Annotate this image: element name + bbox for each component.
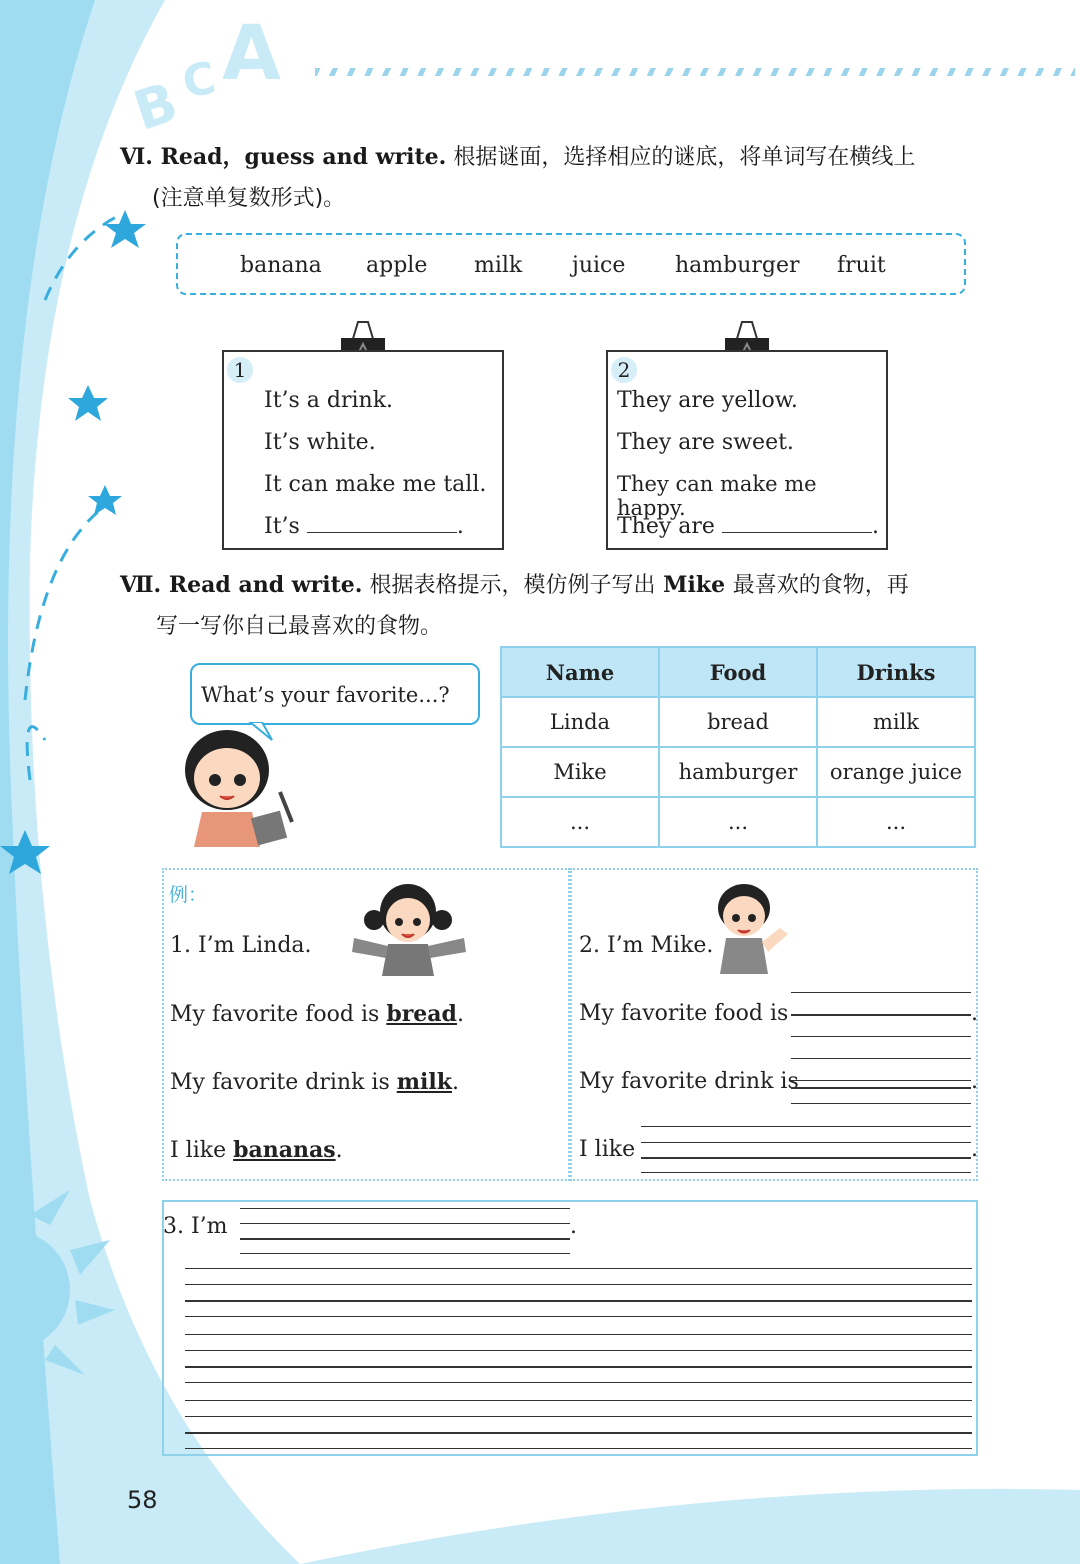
riddle-card-2 (606, 350, 888, 550)
mike-drink-answer-line[interactable] (791, 1087, 971, 1089)
table-row (501, 697, 975, 747)
section-6-title-cn: 根据谜面，选择相应的谜底，将单词写在横线上 (446, 145, 916, 170)
word-bank (176, 233, 966, 295)
own-intro: 3. I’m (163, 1214, 228, 1239)
writing-line (185, 1416, 972, 1417)
example-like-line (170, 1137, 343, 1163)
speech-bubble: What’s your favorite...? (190, 663, 480, 725)
decor-letter-c: C (178, 52, 220, 109)
writing-line (641, 1126, 971, 1127)
answer-blank[interactable] (307, 532, 457, 533)
table-cell: hamburger (659, 747, 817, 797)
writing-line (185, 1400, 972, 1401)
writing-line (240, 1223, 570, 1224)
writing-line (641, 1142, 971, 1143)
mike-like-answer-line[interactable] (641, 1157, 971, 1159)
example-drink-line (170, 1069, 459, 1095)
table-cell: ... (817, 797, 975, 847)
linda-illustration-icon (350, 880, 468, 976)
word-item: hamburger (675, 253, 800, 278)
food-table (500, 646, 976, 848)
table-cell: ... (501, 797, 659, 847)
mike-food-answer-line[interactable] (791, 1014, 971, 1016)
writing-line (185, 1268, 972, 1269)
table-header: Drinks (817, 647, 975, 697)
table-row (501, 797, 975, 847)
writing-line (240, 1208, 570, 1209)
example-like-suffix: . (335, 1138, 343, 1163)
riddle-line: It’s a drink. (264, 388, 394, 413)
writing-line (791, 1103, 971, 1104)
section-7-title (120, 564, 909, 607)
writing-line (185, 1382, 972, 1383)
answer-prefix: It’s (264, 514, 300, 539)
example-label: 例： (169, 884, 208, 906)
mike-drink-dot: . (971, 1069, 978, 1094)
girl-illustration-icon (172, 722, 302, 847)
table-cell: Linda (501, 697, 659, 747)
section-7-title-en: Ⅶ. Read and write. (120, 572, 363, 598)
riddle-line: They can make me happy. (617, 472, 817, 520)
example-food-line (170, 1001, 464, 1027)
header-dash-line (315, 68, 1075, 76)
section-6-title-line2: (注意单复数形式)。 (152, 186, 346, 211)
table-cell: orange juice (817, 747, 975, 797)
example-drink-answer: milk (396, 1069, 452, 1095)
example-like-answer: bananas (233, 1137, 336, 1163)
own-name-answer-line[interactable] (240, 1238, 570, 1240)
word-item: milk (474, 253, 523, 278)
answer-suffix: . (456, 514, 464, 539)
example-intro: 1. I’m Linda. (170, 933, 312, 958)
riddle-answer-line (264, 514, 464, 539)
writing-line (185, 1316, 972, 1317)
riddle-number: 2 (611, 357, 637, 383)
mike-like-dot: . (971, 1137, 978, 1162)
writing-line (185, 1284, 972, 1285)
table-cell: Mike (501, 747, 659, 797)
own-writing-line[interactable] (185, 1432, 972, 1434)
riddle-line: They are yellow. (617, 388, 798, 413)
table-cell: bread (659, 697, 817, 747)
star-icon (88, 485, 122, 515)
own-intro-dot: . (570, 1214, 577, 1239)
riddle-line: They are sweet. (617, 430, 794, 455)
writing-line (791, 1080, 971, 1081)
decor-letter-b: B (126, 70, 185, 143)
answer-prefix: They are (617, 514, 715, 539)
riddle-card-1 (222, 350, 504, 550)
word-item: apple (366, 253, 428, 278)
answer-blank[interactable] (722, 532, 872, 533)
writing-line (185, 1334, 972, 1335)
section-6-title-en: Ⅵ. Read，guess and write. (120, 144, 447, 170)
star-icon (68, 385, 108, 421)
table-row (501, 747, 975, 797)
table-header: Food (659, 647, 817, 697)
example-like-prefix: I like (170, 1138, 234, 1163)
section-7-title-mike: Mike (655, 572, 733, 598)
page-number: 58 (127, 1486, 158, 1514)
word-item: juice (572, 253, 626, 278)
writing-line (791, 1058, 971, 1059)
mike-illustration-icon (710, 878, 796, 974)
writing-line (240, 1253, 570, 1254)
writing-line (185, 1448, 972, 1449)
riddle-line: It’s white. (264, 430, 376, 455)
section-7-title-cn-b: 最喜欢的食物，再 (732, 573, 909, 598)
writing-line (641, 1172, 971, 1173)
decor-letter-a: A (222, 8, 281, 97)
star-icon (104, 210, 146, 248)
mike-drink-label: My favorite drink is (579, 1069, 799, 1094)
mike-food-label: My favorite food is (579, 1001, 789, 1026)
section-7-title-cn: 根据表格提示，模仿例子写出 (362, 573, 656, 598)
word-item: banana (240, 253, 322, 278)
table-cell: milk (817, 697, 975, 747)
writing-line (791, 992, 971, 993)
mike-like-label: I like (579, 1137, 636, 1162)
riddle-number: 1 (227, 357, 253, 383)
own-writing-line[interactable] (185, 1300, 972, 1302)
riddle-answer-line (617, 514, 879, 539)
table-header-row (501, 647, 975, 697)
example-drink-prefix: My favorite drink is (170, 1070, 397, 1095)
writing-line (791, 1036, 971, 1037)
word-item: fruit (837, 253, 886, 278)
mike-intro: 2. I’m Mike. (579, 933, 714, 958)
example-drink-suffix: . (452, 1070, 459, 1095)
table-cell: ... (659, 797, 817, 847)
section-6-title (120, 136, 915, 179)
example-food-prefix: My favorite food is (170, 1002, 387, 1027)
riddle-line: It can make me tall. (264, 472, 487, 497)
answer-suffix: . (871, 514, 879, 539)
example-food-answer: bread (386, 1001, 457, 1027)
table-header: Name (501, 647, 659, 697)
example-food-suffix: . (456, 1002, 464, 1027)
writing-line (185, 1350, 972, 1351)
own-writing-line[interactable] (185, 1366, 972, 1368)
mike-food-dot: . (971, 1001, 978, 1026)
section-7-title-line2: 写一写你自己最喜欢的食物。 (156, 614, 443, 639)
